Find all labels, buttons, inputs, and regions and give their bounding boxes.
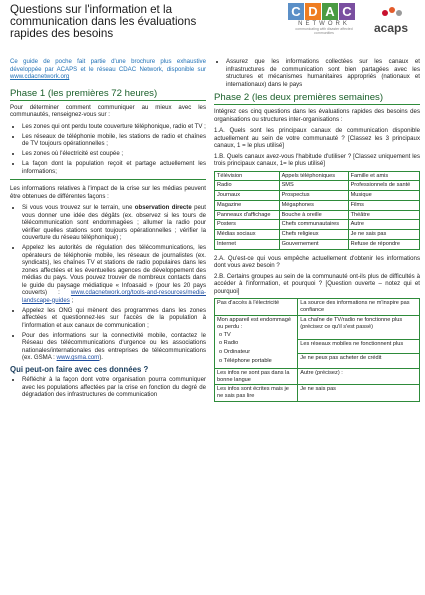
question-1b: 1.B. Quels canaux avez-vous l'habitude d'utiliser ? [Classez uniquement les trois principaux canaux, 1= le plus utilisé] — [214, 152, 420, 167]
table-cell: Posters — [215, 220, 280, 230]
intro-text: Ce guide de poche fait partie d'une brochure plus exhaustive développée par ACAPS et le réseau CDAC Network, disponible sur www.cdacnetwork.org — [10, 58, 206, 80]
impact-text: Les informations relatives à l'impact de la crise sur les médias peuvent être obtenues de différentes façons : — [10, 185, 206, 200]
intro-link[interactable]: www.cdacnetwork.org — [10, 73, 70, 80]
table-cell: Les réseaux mobiles ne fonctionnent plus — [298, 340, 420, 354]
table-cell: Je ne sais pas — [298, 385, 420, 402]
table-cell: Autre — [348, 220, 419, 230]
table-cell: SMS — [279, 181, 348, 191]
table-row — [215, 171, 420, 181]
question-1a: 1.A. Quels sont les principaux canaux de communication disponible actuellement au sein de votre communauté ? [Classez les 3 principaux canaux, 1 = le plus utilisé] — [214, 127, 420, 149]
table-row — [215, 210, 420, 220]
channels-table — [214, 171, 420, 250]
table-cell: Prospectus — [279, 191, 348, 201]
table-cell: La chaîne de TV/radio ne fonctionne plus (précisez ce qu'il s'est passé) — [298, 315, 420, 339]
list-item: o Ordinateur — [219, 349, 295, 356]
media-guides-link[interactable]: www.cdacnetwork.org/tools-and-resources/media-landscape-guides — [22, 289, 206, 304]
list-item: • Les zones qui ont perdu toute couverture téléphonique, radio et TV ; — [22, 123, 206, 131]
logos — [288, 3, 420, 47]
table-cell: Refuse de répondre — [348, 240, 419, 250]
cdac-letter: C — [288, 3, 304, 20]
list-item: o Radio — [219, 340, 295, 347]
table-row — [215, 220, 420, 230]
list-item: • Appelez les autorités de régulation des télécommunications, les opérateurs de téléphonie mobile, les réseaux de journalistes (ex. syndicats), les chaînes TV et stations de radio populaires dans les zones affectées et les éventuelles agences de développement des médias du pays. Vous pouvez trouver de nombreux contacts dans le guide du paysage médiatique « Infoasaid » (pour les 20 pays couverts) : www.cdacnetwork.org/tools-and-resources/media-landscape-guides ; — [22, 244, 206, 304]
table-cell: Musique — [348, 191, 419, 201]
phase2-lead: Intégrez ces cinq questions dans les évaluations rapides des besoins des organisations ou structures inter-organisations : — [214, 108, 420, 123]
barriers-table — [214, 298, 420, 402]
table-cell: Mégaphones — [279, 200, 348, 210]
phase1-lead: Pour déterminer comment communiquer au mieux avec les communautés, renseignez-vous sur : — [10, 103, 206, 118]
list-item: • Pour des informations sur la connectivité mobile, contactez le Réseau des télécommunications d'urgence ou les associations nationales/internationales des entreprises de télécommunications (ex. GSMA : www.gsma.com). — [22, 332, 206, 362]
table-cell: Films — [348, 200, 419, 210]
table-cell: Bouche à oreille — [279, 210, 348, 220]
table-cell: Télévision — [215, 171, 280, 181]
cdac-letter: A — [322, 3, 338, 20]
divider — [10, 179, 206, 180]
table-cell: Radio — [215, 181, 280, 191]
list-item: • Réfléchir à la façon dont votre organisation pourra communiquer avec les populations affectées par la crise en fonction du degré de dégradation des infrastructures de communication — [22, 376, 206, 399]
acaps-wordmark: acaps — [374, 21, 409, 35]
right-column — [214, 58, 420, 407]
list-item: • Assurez que les informations collectées sur les canaux et infrastructures de communication sont bien partagées avec les structures et mécanismes humanitaires appropriés (nationaux et internationaux) dans le pays — [226, 58, 420, 88]
table-cell: Autre (précisez) : — [298, 368, 420, 385]
table-cell: Pas d'accès à l'électricité — [215, 299, 298, 316]
question-2b: 2.B. Certains groupes au sein de la communauté ont-ils plus de difficultés à accéder à l'information, et pourquoi ? [Question ouverte – notez qui et pourquoi] — [214, 272, 420, 295]
table-row — [215, 240, 420, 250]
cdac-letter: D — [305, 3, 321, 20]
cdac-network-label: NETWORK — [298, 21, 350, 27]
gsma-link[interactable]: www.gsma.com — [56, 354, 100, 361]
table-cell: Appels téléphoniques — [279, 171, 348, 181]
table-cell: Internet — [215, 240, 280, 250]
usage-list — [10, 376, 206, 399]
table-row — [215, 230, 420, 240]
device-list — [217, 332, 295, 365]
cdac-logo — [288, 3, 360, 35]
table-cell: La source des informations ne m'inspire pas confiance — [298, 299, 420, 316]
left-column — [10, 58, 206, 403]
table-cell: Médias sociaux — [215, 230, 280, 240]
list-item: o Téléphone portable — [219, 358, 295, 365]
question-2a: 2.A. Qu'est-ce qui vous empêche actuellement d'obtenir les informations dont vous avez besoin ? — [214, 254, 420, 270]
table-cell: Panneaux d'affichage — [215, 210, 280, 220]
table-row — [215, 191, 420, 201]
list-item: • Les zones où l'électricité est coupée ; — [22, 150, 206, 158]
list-item: • La façon dont la population reçoit et partage actuellement les informations; — [22, 160, 206, 175]
table-cell: Magazine — [215, 200, 280, 210]
phase2-heading: Phase 2 (les deux premières semaines) — [214, 92, 420, 105]
table-cell: Les infos ne sont pas dans la bonne langue — [215, 368, 298, 385]
table-cell: Famille et amis — [348, 171, 419, 181]
acaps-logo — [372, 7, 416, 43]
list-item: o TV — [219, 332, 295, 339]
table-row — [215, 200, 420, 210]
list-item: • Si vous vous trouvez sur le terrain, une observation directe peut vous donner une idée des dégâts (ex. observez si les tours de télécommunication sont endommagées ; allumer la radio pour vérifier quelles stations sont toujours opérationnelles ; vérifier la couverture du réseau téléphonique) ; — [22, 204, 206, 242]
table-row — [215, 181, 420, 191]
table-cell: Mon appareil est endommagé ou perdu : o TV o Radio o Ordinateur o Téléphone portable — [215, 315, 298, 368]
table-cell: Je ne peux pas acheter de crédit — [298, 354, 420, 368]
list-item: • Appelez les ONG qui mènent des programmes dans les zones affectées et questionnez-les sur l'accès de la population à l'information et aux canaux de communication ; — [22, 307, 206, 330]
list-item: • Les réseaux de téléphonie mobile, les stations de radio et chaînes de TV toujours opérationnelles ; — [22, 133, 206, 148]
table-cell: Théâtre — [348, 210, 419, 220]
table-cell: Chefs communautaires — [279, 220, 348, 230]
table-cell: Journaux — [215, 191, 280, 201]
phase1-heading: Phase 1 (les premières 72 heures) — [10, 88, 206, 101]
table-cell: Chefs religieux — [279, 230, 348, 240]
table-cell: Je ne sais pas — [348, 230, 419, 240]
cdac-letter: C — [339, 3, 355, 20]
cdac-tagline: communicating with disaster affected communities — [295, 27, 353, 35]
subheading: Qui peut-on faire avec ces données ? — [10, 364, 149, 374]
phase1-list — [10, 123, 206, 176]
share-list — [214, 58, 420, 88]
document-title: Questions sur l'information et la communication dans les évaluations rapides des besoins — [10, 3, 197, 40]
table-cell: Les infos sont écrites mais je ne sais pas lire — [215, 385, 298, 402]
table-cell: Gouvernement — [279, 240, 348, 250]
table-cell: Professionnels de santé — [348, 181, 419, 191]
sources-list — [10, 204, 206, 362]
